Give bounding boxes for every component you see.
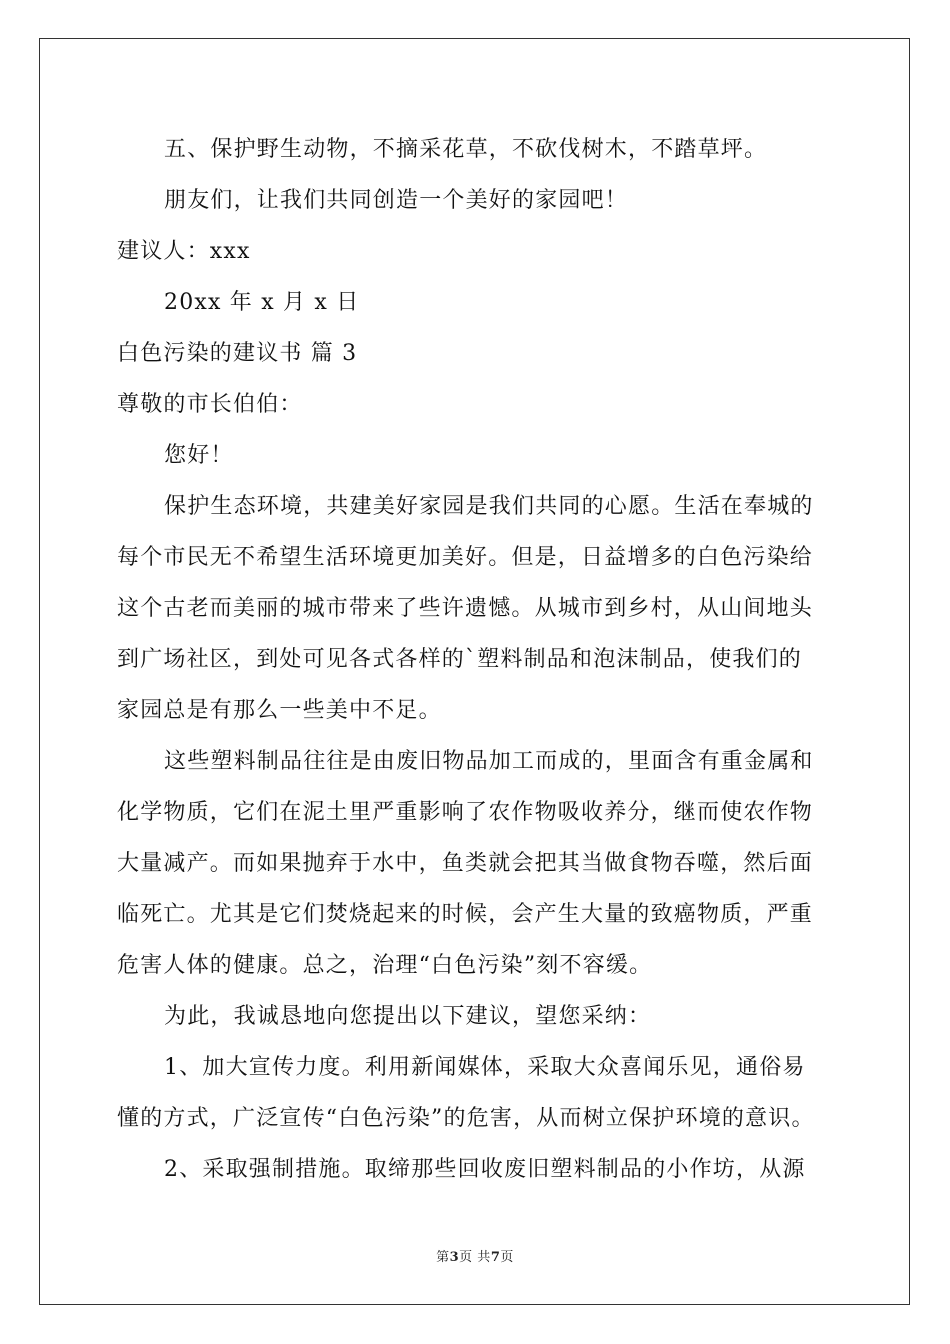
footer-current-page: 3 bbox=[449, 1250, 460, 1265]
list-item-line: 懂的方式，广泛宣传“白色污染”的危害，从而树立保护环境的意识。 bbox=[117, 1106, 815, 1131]
paragraph-line: 家园总是有那么一些美中不足。 bbox=[117, 698, 442, 723]
list-item-line: 1、加大宣传力度。利用新闻媒体，采取大众喜闻乐见，通俗易 bbox=[164, 1055, 806, 1080]
paragraph-line: 这个古老而美丽的城市带来了些许遗憾。从城市到乡村，从山间地头 bbox=[117, 596, 814, 621]
paragraph-line: 为此，我诚恳地向您提出以下建议，望您采纳： bbox=[164, 1004, 652, 1029]
paragraph-line: 大量减产。而如果抛弃于水中，鱼类就会把其当做食物吞噬，然后面 bbox=[117, 851, 814, 876]
paragraph-line: 五、保护野生动物，不摘采花草，不砍伐树木，不踏草坪。 bbox=[164, 137, 768, 162]
footer-suffix: 页 bbox=[500, 1250, 514, 1265]
paragraph-line: 保护生态环境，共建美好家园是我们共同的心愿。生活在奉城的 bbox=[164, 494, 814, 519]
paragraph-line: 危害人体的健康。总之，治理“白色污染”刻不容缓。 bbox=[117, 953, 653, 978]
paragraph-line: 化学物质，它们在泥土里严重影响了农作物吸收养分，继而使农作物 bbox=[117, 800, 814, 825]
footer-total-pages: 7 bbox=[490, 1250, 501, 1265]
paragraph-line: 每个市民无不希望生活环境更加美好。但是，日益增多的白色污染给 bbox=[117, 545, 814, 570]
proposer-line: 建议人：xxx bbox=[117, 239, 251, 264]
date-line: 20xx 年 x 月 x 日 bbox=[164, 290, 360, 315]
section-heading: 白色污染的建议书 篇 3 bbox=[117, 341, 358, 366]
paragraph-line: 临死亡。尤其是它们焚烧起来的时候，会产生大量的致癌物质，严重 bbox=[117, 902, 814, 927]
footer-prefix: 第 bbox=[436, 1250, 450, 1265]
footer-middle: 页 共 bbox=[459, 1250, 491, 1265]
page-footer bbox=[0, 1246, 950, 1265]
paragraph-line: 这些塑料制品往往是由废旧物品加工而成的，里面含有重金属和 bbox=[164, 749, 814, 774]
document-body bbox=[117, 124, 837, 1195]
paragraph-line: 到广场社区，到处可见各式各样的`塑料制品和泡沫制品，使我们的 bbox=[117, 647, 803, 672]
salutation: 尊敬的市长伯伯： bbox=[117, 392, 303, 417]
paragraph-line: 朋友们，让我们共同创造一个美好的家园吧！ bbox=[164, 188, 629, 213]
list-item-line: 2、采取强制措施。取缔那些回收废旧塑料制品的小作坊，从源 bbox=[164, 1157, 806, 1182]
greeting: 您好！ bbox=[164, 443, 234, 468]
